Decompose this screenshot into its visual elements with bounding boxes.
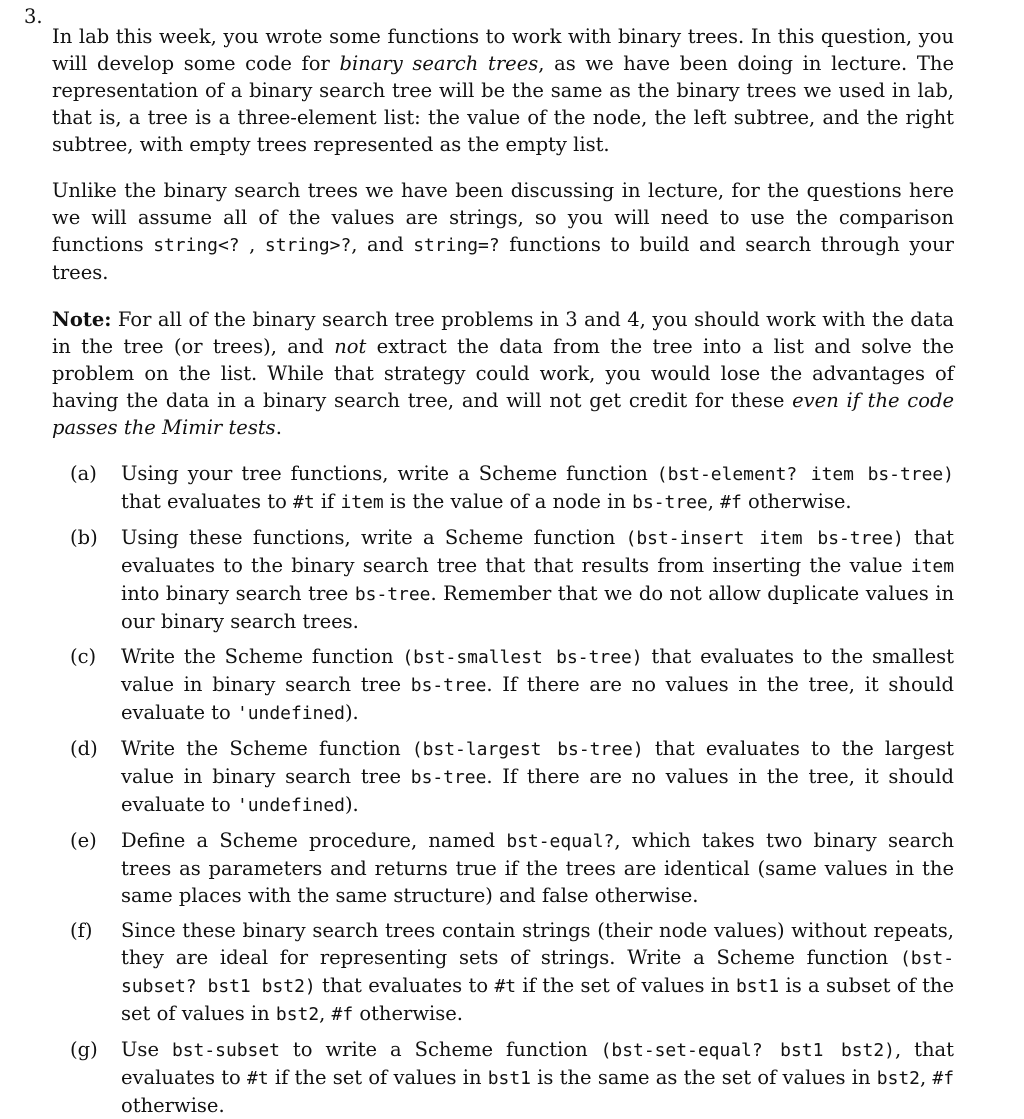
part-label: (e) [70, 829, 97, 852]
code-term: (bst-element? item bs-tree) [656, 464, 954, 485]
text-run: , that evaluates to [121, 1038, 954, 1089]
code-term: bst2 [275, 1004, 320, 1025]
bold-label: Note: [52, 307, 112, 331]
text-run: Define a Scheme procedure, named [121, 829, 507, 852]
text-run: that evaluates to the largest value in binary search tree [121, 737, 954, 788]
part-a [70, 460, 954, 516]
text-run: , [919, 1066, 933, 1089]
part-label: (d) [70, 737, 98, 760]
code-term: #t [494, 976, 517, 997]
text-run: into binary search tree [121, 582, 355, 605]
text-run: Write the Scheme function [121, 737, 412, 760]
part-label: (a) [70, 462, 97, 485]
text-run: otherwise. [741, 490, 852, 513]
text-run: that evaluates to [121, 490, 294, 513]
text-run: Write the Scheme function [121, 645, 403, 668]
code-term: 'undefined [236, 703, 345, 724]
text-run: Unlike the binary search trees we have been discussing in lecture, for the questions here we will assume all of the values are strings, so you will need to use the comparison functions [52, 179, 954, 256]
text-run: . If there are no values in the tree, it should evaluate to [121, 673, 954, 724]
code-term: (bst-largest bs-tree) [411, 739, 644, 760]
part-text [121, 1038, 954, 1117]
text-run: . Remember that we do not allow duplicate values in our binary search trees. [121, 582, 954, 633]
part-text [121, 645, 954, 724]
text-run: is the value of a node in [383, 490, 633, 513]
part-text [121, 919, 954, 1025]
part-label: (b) [70, 526, 98, 549]
question-parts [70, 460, 954, 1119]
code-term: (bst-set-equal? bst1 bst2) [600, 1040, 895, 1061]
code-term: (bst-insert item bs-tree) [625, 528, 904, 549]
part-d [70, 735, 954, 819]
text-run: , as we have been doing in lecture. The representation of a binary search tree will be the same as the binary trees we used in lab, that is, a tree is a three-element list: the value of the node, the left subtree, and the right subtree, with empty trees represented as the empty list. [52, 51, 954, 156]
part-f [70, 917, 954, 1028]
text-run: functions to build and search through your trees. [52, 233, 954, 284]
text-run: In lab this week, you wrote some functions to work with binary trees. In this question, you will develop some code for [52, 24, 954, 75]
document [24, 3, 954, 1119]
intro-paragraph-1 [52, 23, 954, 158]
code-term: bst-equal? [506, 831, 615, 852]
text-run: that evaluates to [315, 974, 495, 997]
text-run: , and [351, 233, 414, 256]
text-run: For all of the binary search tree problems in 3 and 4, you should work with the data in the tree (or trees), and [52, 307, 954, 358]
part-g [70, 1036, 954, 1119]
text-run: Since these binary search trees contain strings (their node values) without repeats, they are ideal for representing sets of strings. Write a Scheme function [121, 919, 954, 969]
text-run: to write a Scheme function [279, 1038, 601, 1061]
code-term: item [910, 556, 954, 577]
intro-paragraph-2 [52, 177, 954, 286]
text-run: that evaluates to the smallest value in binary search tree [121, 645, 955, 696]
code-term: string<? [153, 235, 240, 256]
part-label: (f) [70, 919, 93, 942]
code-term: #f [331, 1004, 354, 1025]
part-text [121, 829, 954, 907]
code-term: bst-subset [171, 1040, 280, 1061]
code-term: item [340, 492, 384, 513]
code-term: #f [932, 1068, 955, 1089]
emphasis: even if the code passes the Mimir tests [52, 388, 954, 439]
text-run: otherwise. [121, 1094, 225, 1117]
part-b [70, 524, 954, 635]
text-run: ). [344, 701, 359, 724]
code-term: bst2 [876, 1068, 920, 1089]
text-run: if the set of values in [268, 1066, 488, 1089]
text-run: , [319, 1002, 332, 1025]
text-run: Using your tree functions, write a Scheme function [121, 462, 657, 485]
text-run: , [239, 233, 265, 256]
part-text [121, 737, 954, 816]
part-text [121, 526, 954, 633]
text-run: extract the data from the tree into a list and solve the problem on the list. While that strategy could work, you would lose the advantages of having the data in a binary search tree, and will not get credit for these [52, 334, 954, 412]
text-run: ). [344, 793, 359, 816]
code-term: bs-tree [354, 584, 431, 605]
code-term: #t [293, 492, 315, 513]
text-run: is a subset of the set of values in [121, 974, 955, 1025]
emphasis: not [334, 334, 367, 358]
text-run: otherwise. [353, 1002, 464, 1025]
part-label: (g) [70, 1038, 98, 1061]
code-term: bs-tree [410, 675, 487, 696]
part-label: (c) [70, 645, 97, 668]
text-run: is the same as the set of values in [530, 1066, 877, 1089]
text-run: Use [121, 1038, 172, 1061]
text-run: . If there are no values in the tree, it should evaluate to [121, 765, 954, 816]
text-run: , which takes two binary search trees as parameters and returns true if the trees are identical (same values in the same places with the same structure) and false otherwise. [121, 829, 954, 907]
part-e [70, 827, 954, 909]
code-term: bst1 [735, 976, 780, 997]
emphasis: binary search trees [339, 51, 539, 75]
text-run: if [314, 490, 341, 513]
code-term: (bst-subset? bst1 bst2) [121, 948, 954, 997]
text-run: that evaluates to the binary search tree that that results from inserting the value [121, 526, 954, 577]
code-term: string=? [413, 235, 500, 256]
code-term: string>? [264, 235, 352, 256]
part-text [121, 462, 954, 513]
text-run: if the set of values in [516, 974, 736, 997]
text-run: , [707, 490, 721, 513]
code-term: bs-tree [410, 767, 487, 788]
code-term: bst1 [487, 1068, 531, 1089]
text-run: Using these functions, write a Scheme function [121, 526, 626, 549]
question-intro [24, 23, 954, 441]
code-term: 'undefined [236, 795, 345, 816]
code-term: (bst-smallest bs-tree) [402, 647, 643, 668]
code-term: bs-tree [632, 492, 708, 513]
text-run: . [275, 415, 282, 439]
note-paragraph [52, 306, 954, 441]
question-number: 3. [24, 5, 43, 28]
part-c [70, 643, 954, 727]
code-term: #t [247, 1068, 269, 1089]
code-term: #f [720, 492, 742, 513]
